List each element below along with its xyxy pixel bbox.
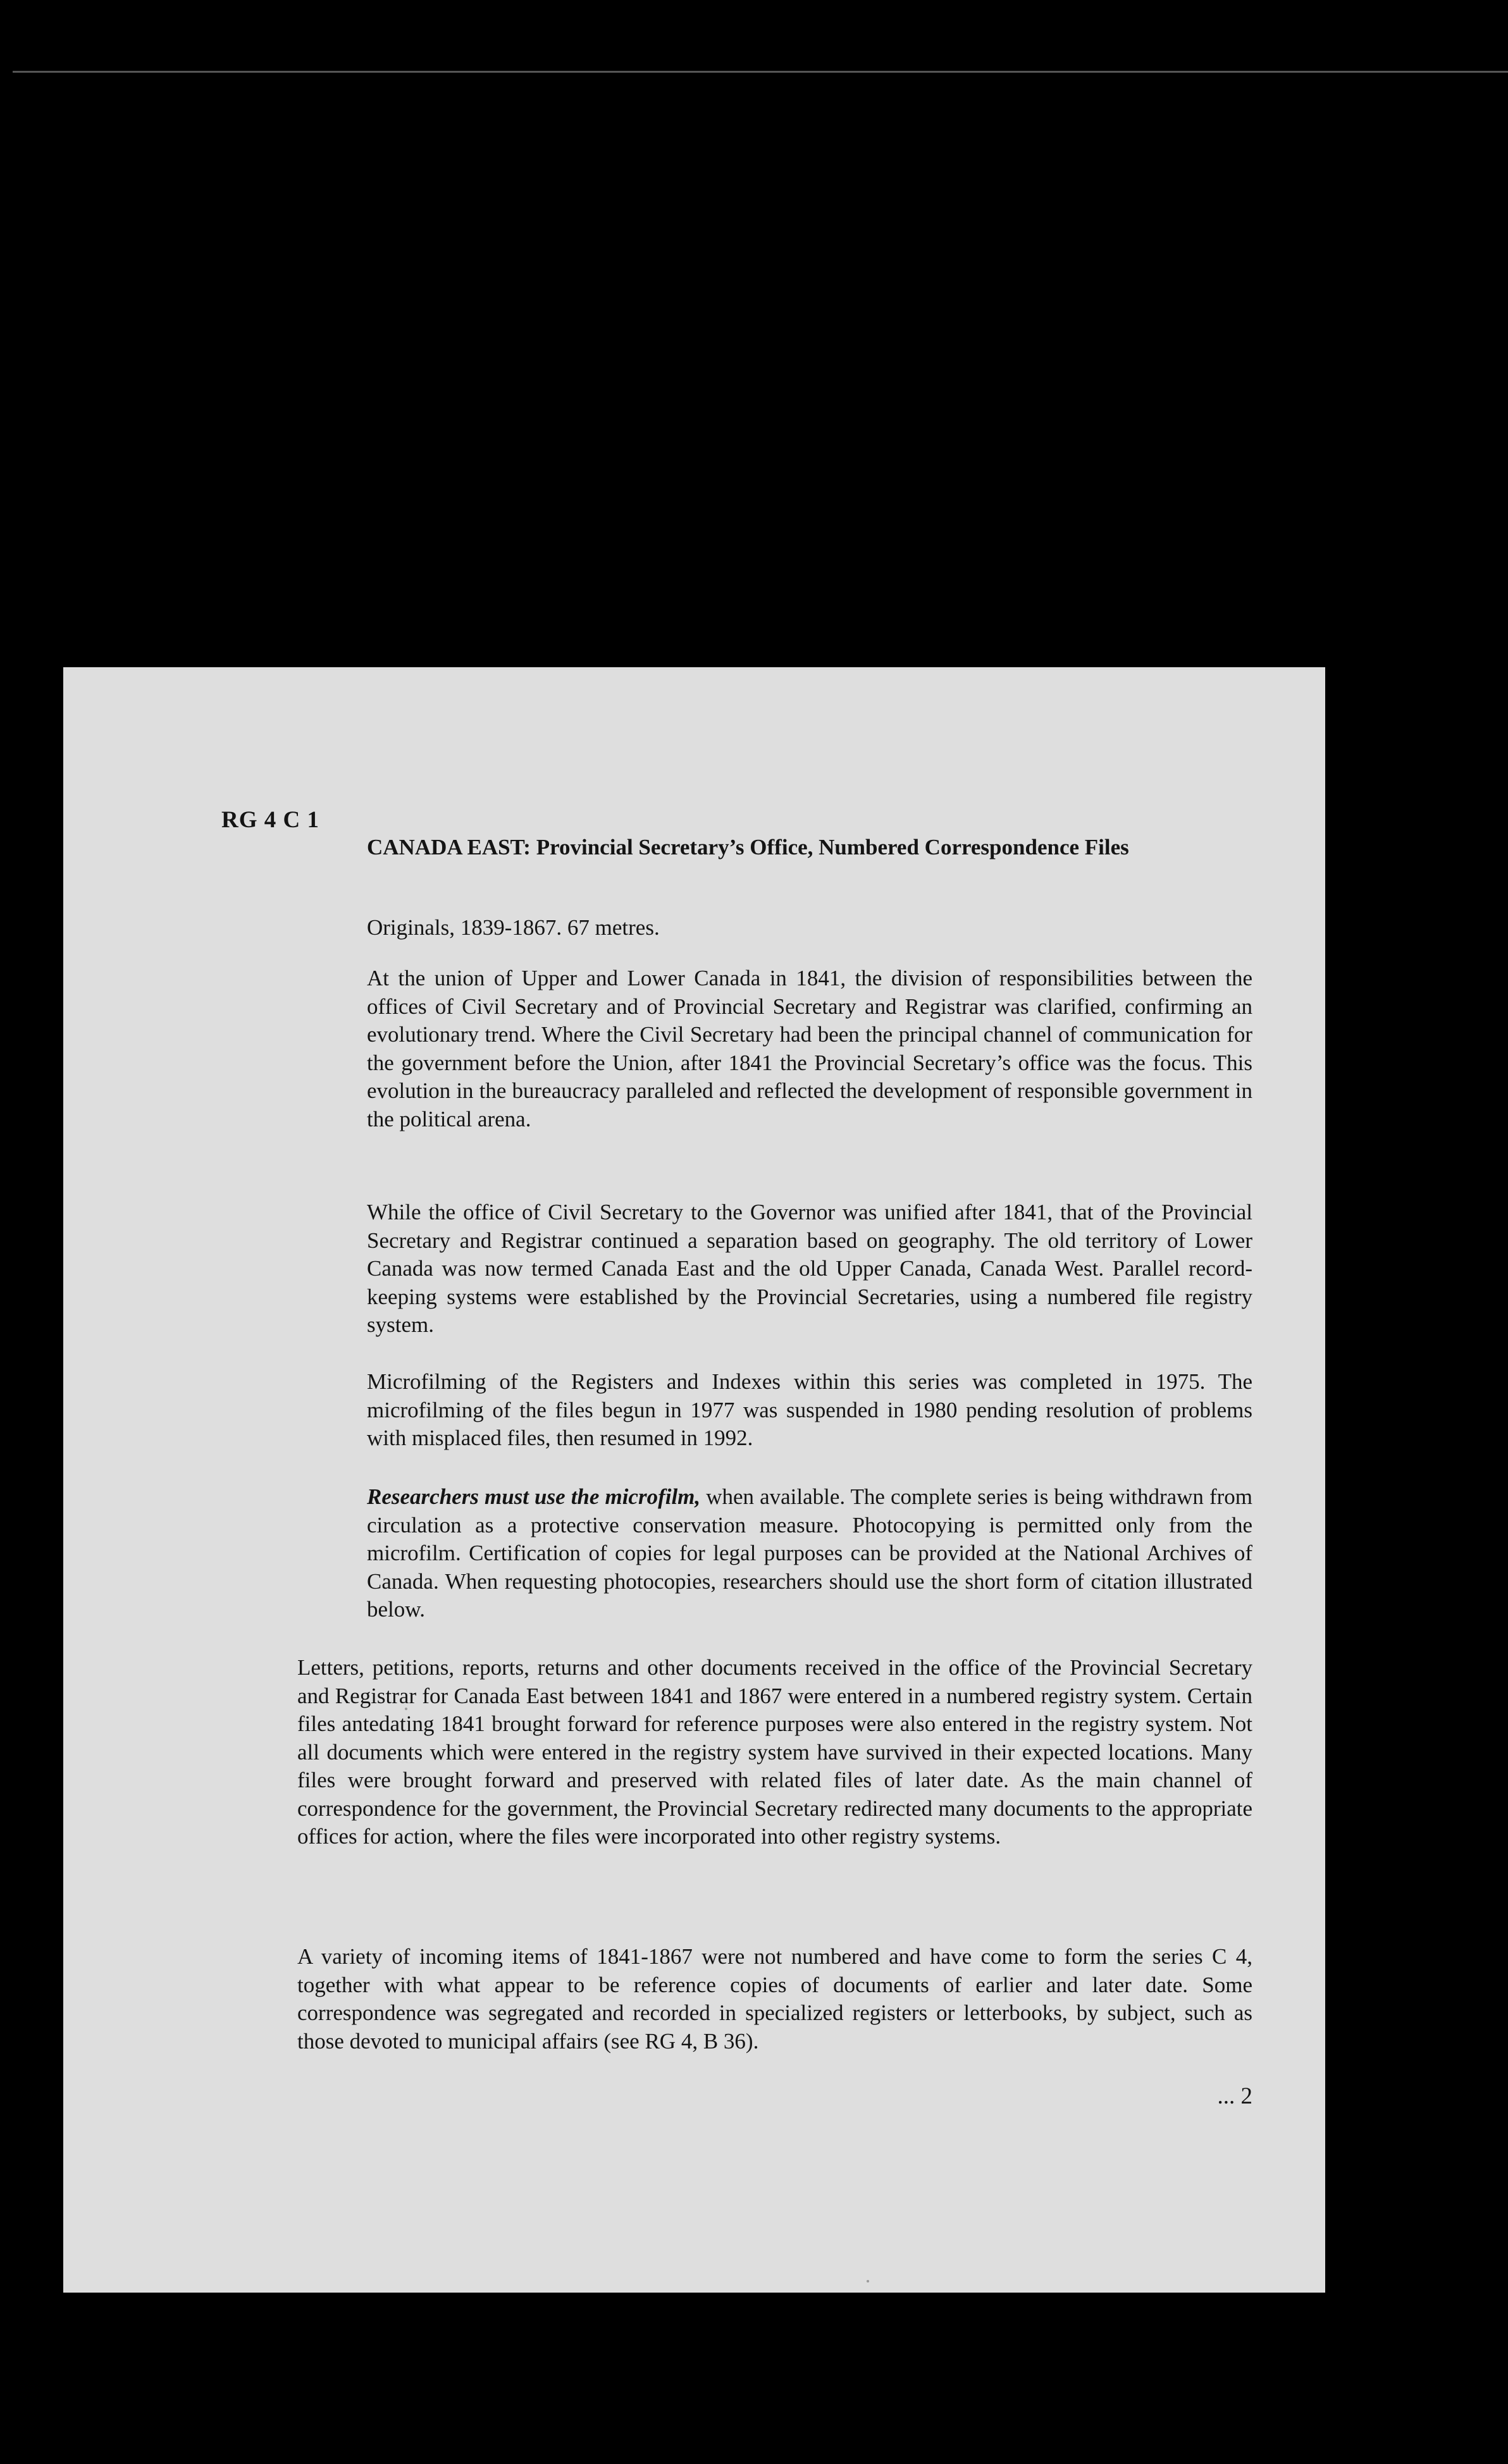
series-title: CANADA EAST: Provincial Secretary’s Office, Numbered Correspondence Files [367, 835, 1129, 859]
paragraph-microfilming: Microfilming of the Registers and Indexes within this series was completed in 1975. The microfilming of the files begun in 1977 was suspended in 1980 pending resolution of problems with misplaced files, then resumed in 1992. [367, 1369, 1252, 1450]
scan-speck [867, 2280, 869, 2282]
paragraph-microfilm-notice [367, 1483, 1252, 1624]
record-group-reference: RG 4 C 1 [221, 807, 319, 833]
paragraph-civil-secretary: While the office of Civil Secretary to the Governor was unified after 1841, that of the Provincial Secretary and Registrar continued a separation based on geography. The old territory of Lower Canada was now termed Canada East and the old Upper Canada, Canada West. Parallel record-keeping systems were established by the Provincial Secretaries, using a numbered file registry system. [367, 1200, 1252, 1337]
document-page [63, 667, 1325, 2293]
series-extent: Originals, 1839-1867. 67 metres. [367, 915, 660, 940]
continuation-marker: ... 2 [1217, 2083, 1252, 2109]
film-edge-line [13, 71, 1508, 73]
microfilm-notice-text: when available. The complete series is being withdrawn from circulation as a protective conservation measure. Photocopying is permitted only from the microfilm. Certification of copies for legal purposes can be provided at the National Archives of Canada. When requesting photocopies, researchers should use the short form of citation illustrated below. [367, 1484, 1252, 1622]
paragraph-union: At the union of Upper and Lower Canada in 1841, the division of responsibilities between the offices of Civil Secretary and of Provincial Secretary and Registrar was clarified, confirming an evolutionary trend. Where the Civil Secretary had been the principal channel of communication for the government before the Union, after 1841 the Provincial Secretary’s office was the focus. This evolution in the bureaucracy paralleled and reflected the development of responsible government in the political arena. [367, 966, 1252, 1131]
microfilm-notice-lead: Researchers must use the microfilm, [367, 1484, 701, 1509]
paragraph-registry-system: Letters, petitions, reports, returns and other documents received in the office of the Provincial Secretary and Registrar for Canada East between 1841 and 1867 were entered in a numbered registry system. Certain files antedating 1841 brought forward for reference purposes were also entered in the registry system. Not all documents which were entered in the registry system have survived in their expected locations. Many files were brought forward and preserved with related files of later date. As the main channel of correspondence for the government, the Provincial Secretary redirected many documents to the appropriate offices for action, where the files were incorporated into other registry systems. [297, 1655, 1252, 1849]
paragraph-incoming-items: A variety of incoming items of 1841-1867 were not numbered and have come to form the series C 4, together with what appear to be reference copies of documents of earlier and later date. Some correspondence was segregated and recorded in specialized registers or letterbooks, by subject, such as those devoted to municipal affairs (see RG 4, B 36). [297, 1944, 1252, 2054]
